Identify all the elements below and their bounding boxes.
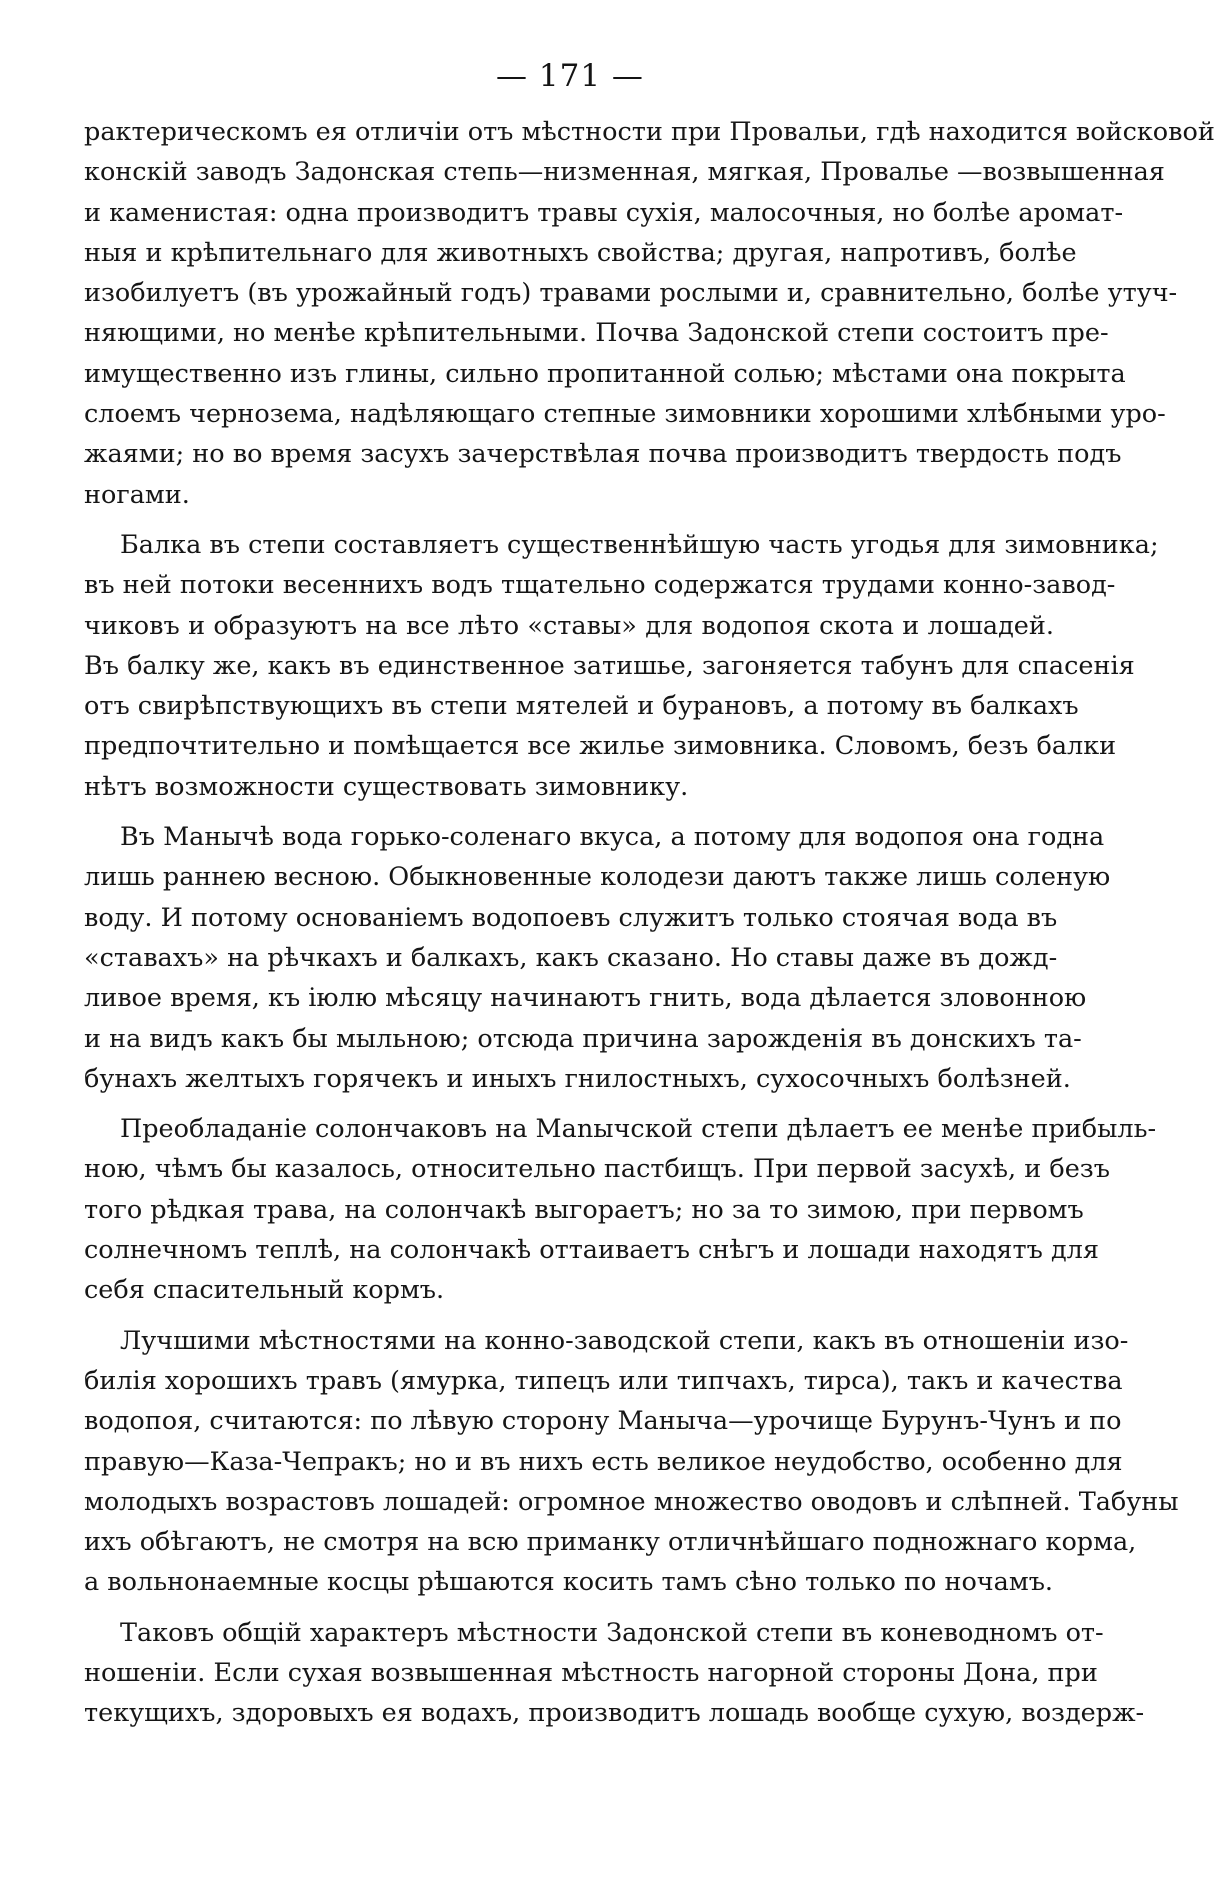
text-line: солнечномъ теплѣ, на солончакѣ оттаиваетъ снѣгъ и лошади находятъ для bbox=[84, 1235, 1099, 1266]
text-line: конскій заводъ Задонская степь—низменная, мягкая, Провалье —возвышенная bbox=[84, 157, 1165, 188]
text-line: себя спасительный кормъ. bbox=[84, 1275, 445, 1306]
paragraph-3 bbox=[84, 817, 1111, 1099]
text-line: правую—Каза-Чепракъ; но и въ нихъ есть великое неудобство, особенно для bbox=[84, 1446, 1123, 1477]
text-line: предпочтительно и помѣщается все жилье зимовника. Словомъ, безъ балки bbox=[84, 731, 1117, 762]
paragraph-4 bbox=[84, 1109, 1157, 1310]
text-line: нѣтъ возможности существовать зимовнику. bbox=[84, 771, 689, 802]
text-line: водопоя, считаются: по лѣвую сторону Маныча—урочище Бурунъ-Чунъ и по bbox=[84, 1406, 1122, 1437]
text-line: молодыхъ возрастовъ лошадей: огромное множество оводовъ и слѣпней. Табуны bbox=[84, 1486, 1179, 1517]
text-line: того рѣдкая трава, на солончакѣ выгораетъ; но за то зимою, при первомъ bbox=[84, 1194, 1084, 1225]
text-line: ихъ обѣгаютъ, не смотря на всю приманку отличнѣйшаго подножнаго корма, bbox=[84, 1527, 1137, 1558]
text-line: ныя и крѣпительнаго для животныхъ свойства; другая, напротивъ, болѣе bbox=[84, 237, 1077, 268]
paragraph-5 bbox=[84, 1321, 1179, 1603]
text-line: въ ней потоки весеннихъ водъ тщательно содержатся трудами конно-завод- bbox=[84, 570, 1116, 601]
text-line: Въ балку же, какъ въ единственное затишье, загоняется табунъ для спасенія bbox=[84, 650, 1135, 681]
body-text bbox=[84, 112, 1215, 1734]
text-line: ною, чѣмъ бы казалось, относительно пастбищъ. При первой засухѣ, и безъ bbox=[84, 1154, 1110, 1185]
text-line: и на видъ какъ бы мыльною; отсюда причина зарожденія въ донскихъ та- bbox=[84, 1023, 1082, 1054]
text-line: чиковъ и образуютъ на все лѣто «ставы» для водопоя скота и лошадей. bbox=[84, 610, 1054, 641]
text-line: жаями; но во время засухъ зачерствѣлая почва производитъ твердость подъ bbox=[84, 439, 1122, 470]
text-line: а вольнонаемные косцы рѣшаются косить тамъ сѣно только по ночамъ. bbox=[84, 1567, 1054, 1598]
text-line: текущихъ, здоровыхъ ея водахъ, производитъ лошадь вообще сухую, воздерж- bbox=[84, 1698, 1145, 1729]
text-line: няющими, но менѣе крѣпительными. Почва Задонской степи состоитъ пре- bbox=[84, 318, 1109, 349]
text-line: имущественно изъ глины, сильно пропитанной солью; мѣстами она покрыта bbox=[84, 358, 1126, 389]
text-line: лишь раннею весною. Обыкновенные колодези даютъ также лишь соленую bbox=[84, 862, 1111, 893]
text-line: рактерическомъ ея отличіи отъ мѣстности при Провальи, гдѣ находится войсковой bbox=[84, 117, 1215, 147]
text-line: Въ Манычѣ вода горько-соленаго вкуса, а потому для водопоя она годна bbox=[120, 822, 1105, 853]
text-line: Преобладаніе солончаковъ на Manычской степи дѣлаетъ ее менѣе прибыль- bbox=[120, 1114, 1157, 1145]
text-line: ногами. bbox=[84, 479, 190, 510]
text-line: отъ свирѣпствующихъ въ степи мятелей и бурановъ, а потому въ балкахъ bbox=[84, 691, 1079, 722]
text-line: Лучшими мѣстностями на конно-заводской степи, какъ въ отношеніи изо- bbox=[120, 1325, 1129, 1356]
text-line: и каменистая: одна производитъ травы сухія, малосочныя, но болѣе аромат- bbox=[84, 197, 1124, 228]
page-number: — 171 — bbox=[496, 58, 644, 94]
paragraph-2 bbox=[84, 525, 1159, 807]
text-line: «ставахъ» на рѣчкахъ и балкахъ, какъ сказано. Но ставы даже въ дожд- bbox=[84, 942, 1058, 973]
text-line: бунахъ желтыхъ горячекъ и иныхъ гнилостныхъ, сухосочныхъ болѣзней. bbox=[84, 1063, 1071, 1094]
text-line: воду. И потому основаніемъ водопоевъ служитъ только стоячая вода въ bbox=[84, 902, 1058, 933]
text-line: ливое время, къ іюлю мѣсяцу начинаютъ гнить, вода дѣлается зловонною bbox=[84, 983, 1087, 1014]
text-line: билія хорошихъ травъ (ямурка, типецъ или типчахъ, тирса), такъ и качества bbox=[84, 1365, 1123, 1396]
text-line: изобилуетъ (въ урожайный годъ) травами рослыми и, сравнительно, болѣе утуч- bbox=[84, 278, 1178, 309]
text-line: слоемъ чернозема, надѣляющаго степные зимовники хорошими хлѣбными уро- bbox=[84, 399, 1166, 430]
text-line: Балка въ степи составляетъ существеннѣйшую часть угодья для зимовника; bbox=[120, 529, 1159, 560]
paragraph-1 bbox=[84, 112, 1215, 515]
paragraph-6 bbox=[84, 1613, 1145, 1734]
text-line: Таковъ общій характеръ мѣстности Задонской степи въ коневодномъ от- bbox=[120, 1617, 1104, 1648]
text-line: ношеніи. Если сухая возвышенная мѣстность нагорной стороны Дона, при bbox=[84, 1657, 1098, 1688]
